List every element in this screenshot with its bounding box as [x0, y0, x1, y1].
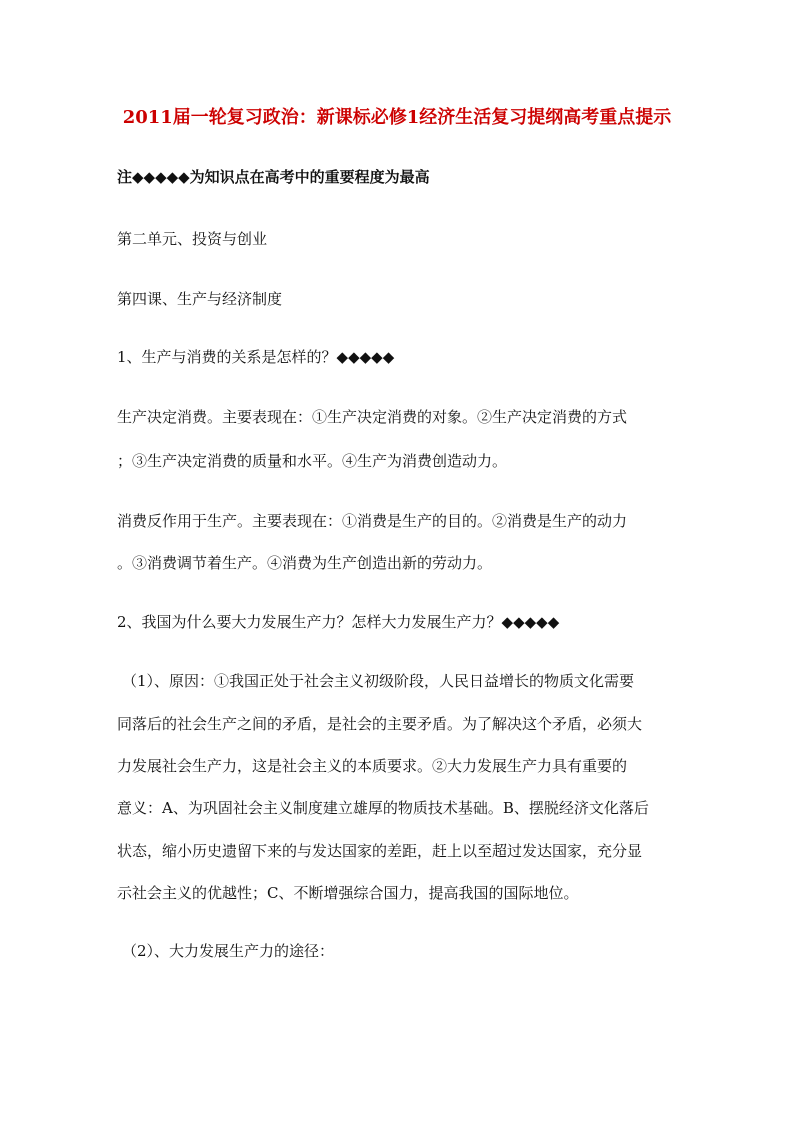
question-1-heading: 1、生产与消费的关系是怎样的？◆◆◆◆◆	[117, 348, 395, 366]
q2-reason-line-5: 状态，缩小历史遗留下来的与发达国家的差距，赶上以至超过发达国家，充分显	[117, 842, 643, 860]
q2-way-heading: （2）、大力发展生产力的途径：	[122, 942, 335, 960]
question-2-heading: 2、我国为什么要大力发展生产力？怎样大力发展生产力？◆◆◆◆◆	[117, 613, 560, 631]
unit-heading: 第二单元、投资与创业	[117, 230, 268, 248]
q1-paragraph-1-line-1: 生产决定消费。主要表现在：①生产决定消费的对象。②生产决定消费的方式	[117, 408, 628, 426]
q2-reason-line-6: 示社会主义的优越性；C、不断增强综合国力，提高我国的国际地位。	[117, 884, 579, 902]
lesson-heading: 第四课、生产与经济制度	[117, 290, 283, 308]
importance-note: 注◆◆◆◆◆为知识点在高考中的重要程度为最高	[117, 168, 430, 186]
q2-reason-line-2: 同落后的社会生产之间的矛盾，是社会的主要矛盾。为了解决这个矛盾，必须大	[117, 715, 643, 733]
q2-reason-line-3: 力发展社会生产力，这是社会主义的本质要求。②大力发展生产力具有重要的	[117, 757, 628, 775]
document-title: 2011届一轮复习政治：新课标必修1经济生活复习提纲高考重点提示	[122, 107, 672, 128]
q1-paragraph-2-line-2: 。③消费调节着生产。④消费为生产创造出新的劳动力。	[117, 554, 493, 572]
q1-paragraph-2-line-1: 消费反作用于生产。主要表现在：①消费是生产的目的。②消费是生产的动力	[117, 512, 628, 530]
q2-reason-line-1: （1）、原因：①我国正处于社会主义初级阶段，人民日益增长的物质文化需要	[122, 672, 635, 690]
q1-paragraph-1-line-2: ；③生产决定消费的质量和水平。④生产为消费创造动力。	[117, 452, 508, 470]
q2-reason-line-4: 意义：A、为巩固社会主义制度建立雄厚的物质技术基础。B、摆脱经济文化落后	[117, 799, 649, 817]
